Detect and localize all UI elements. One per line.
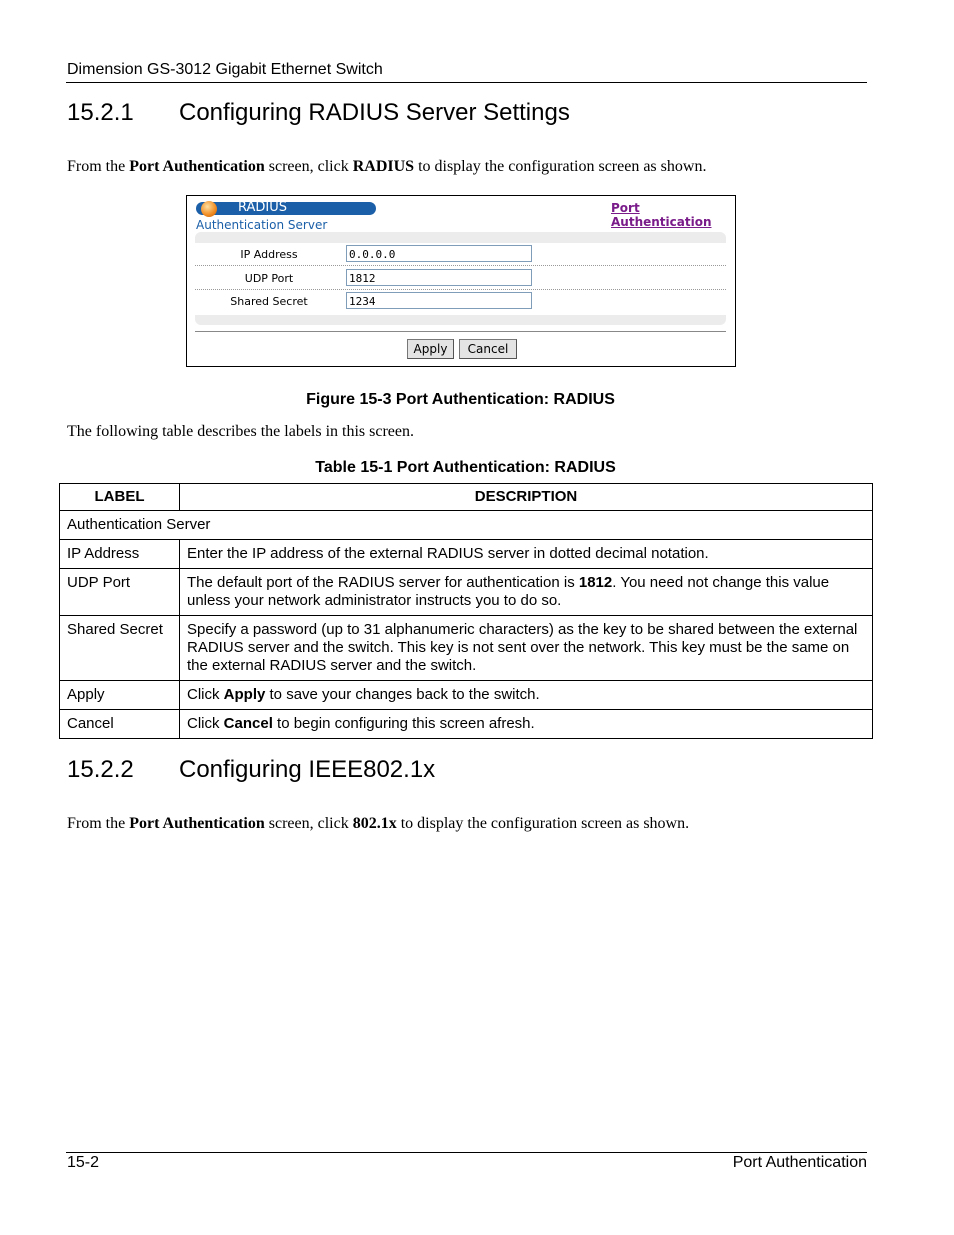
intro-text: to display the configuration screen as shown. xyxy=(396,815,690,832)
desc-text: to begin configuring this screen afresh. xyxy=(272,715,535,732)
orange-bullet-icon xyxy=(201,201,217,217)
table-header-row xyxy=(60,484,873,511)
button-rule xyxy=(195,331,726,332)
desc-bold: Apply xyxy=(223,686,266,703)
desc-text: Enter the IP address of the external RADIUS server in dotted decimal notation. xyxy=(187,545,709,562)
ip-address-label: IP Address xyxy=(240,248,298,261)
section1-intro xyxy=(67,158,706,176)
desc-text: Click xyxy=(187,715,224,732)
figure-caption: Figure 15-3 Port Authentication: RADIUS xyxy=(306,391,615,408)
section-heading-15-2-1 xyxy=(67,99,570,127)
section-number: 15.2.2 xyxy=(67,756,134,783)
section-title: Configuring RADIUS Server Settings xyxy=(179,99,570,126)
table-section-row xyxy=(60,511,873,540)
section-heading-15-2-2 xyxy=(67,756,435,784)
row-separator xyxy=(195,265,726,266)
header-rule xyxy=(66,82,867,83)
section-title: Configuring IEEE802.1x xyxy=(179,756,436,783)
desc-text: to save your changes back to the switch. xyxy=(265,686,540,703)
desc-text: The default port of the RADIUS server for authentication is xyxy=(187,574,579,591)
row-label: Shared Secret xyxy=(60,616,180,681)
row-label: Apply xyxy=(60,681,180,710)
desc-bold: Cancel xyxy=(223,715,273,732)
table-intro: The following table describes the labels in this screen. xyxy=(67,423,415,440)
intro-text: From the xyxy=(67,815,130,832)
footer-rule xyxy=(66,1152,867,1153)
description-table xyxy=(59,483,873,739)
apply-button[interactable]: Apply xyxy=(407,339,454,359)
running-header: Dimension GS-3012 Gigabit Ethernet Switch xyxy=(67,61,383,78)
intro-bold: 802.1x xyxy=(352,815,397,832)
row-description xyxy=(180,540,873,569)
table-caption: Table 15-1 Port Authentication: RADIUS xyxy=(315,459,616,476)
header-description: DESCRIPTION xyxy=(180,484,873,511)
row-description xyxy=(180,569,873,616)
desc-text: Click xyxy=(187,686,224,703)
auth-server-subtitle: Authentication Server xyxy=(196,218,328,232)
radius-screenshot xyxy=(186,195,736,367)
row-description xyxy=(180,710,873,739)
page-number: 15-2 xyxy=(67,1154,100,1171)
row-separator xyxy=(195,289,726,290)
intro-text: screen, click xyxy=(264,158,353,175)
row-label: Cancel xyxy=(60,710,180,739)
desc-text: Specify a password (up to 31 alphanumeric characters) as the key to be shared between the external RADIUS server and the switch. This key is not sent over the network. This key must be the same on the external RADIUS server and the switch. xyxy=(187,621,858,674)
desc-text: . You need not change this value unless your network administrator instructs you to do so. xyxy=(187,574,830,609)
row-description xyxy=(180,681,873,710)
section-number: 15.2.1 xyxy=(67,99,134,126)
section2-intro xyxy=(67,815,689,833)
table-row xyxy=(60,616,873,681)
radius-tab-title: RADIUS xyxy=(238,200,288,215)
table-row xyxy=(60,569,873,616)
ip-address-input[interactable]: 0.0.0.0 xyxy=(346,245,532,262)
port-authentication-link[interactable]: Port Authentication xyxy=(611,201,712,229)
shared-secret-label: Shared Secret xyxy=(230,295,308,308)
intro-text: From the xyxy=(67,158,130,175)
desc-bold: 1812 xyxy=(578,574,613,591)
row-label: IP Address xyxy=(60,540,180,569)
header-label: LABEL xyxy=(60,484,180,511)
intro-text: screen, click xyxy=(264,815,353,832)
intro-bold: Port Authentication xyxy=(129,815,265,832)
row-label: UDP Port xyxy=(60,569,180,616)
row-description xyxy=(180,616,873,681)
intro-text: to display the configuration screen as shown. xyxy=(414,158,707,175)
cancel-button[interactable]: Cancel xyxy=(459,339,517,359)
table-row xyxy=(60,681,873,710)
intro-bold: RADIUS xyxy=(352,158,415,175)
chapter-name: Port Authentication xyxy=(732,1154,867,1171)
table-row xyxy=(60,540,873,569)
udp-port-input[interactable]: 1812 xyxy=(346,269,532,286)
shared-secret-input[interactable]: 1234 xyxy=(346,292,532,309)
intro-bold: Port Authentication xyxy=(129,158,265,175)
udp-port-label: UDP Port xyxy=(244,272,294,285)
section-row-cell: Authentication Server xyxy=(60,511,873,540)
table-row xyxy=(60,710,873,739)
